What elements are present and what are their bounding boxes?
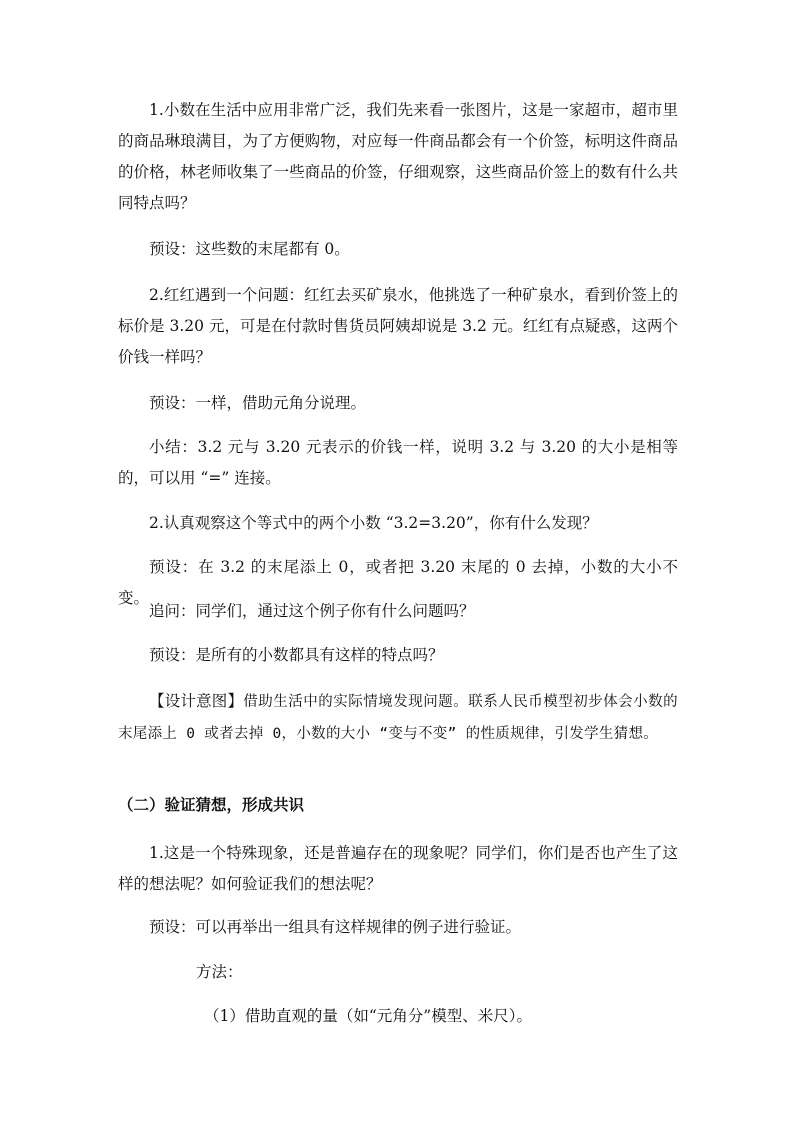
section-heading-verify: （二）验证猜想，形成共识 xyxy=(118,795,305,814)
paragraph-follow-up: 追问：同学们，通过这个例子你有什么问题吗？ xyxy=(149,602,475,620)
paragraph-preset-2: 预设：一样，借助元角分说理。 xyxy=(149,394,367,412)
paragraph-method-1: （1）借助直观的量（如“元角分”模型、米尺）。 xyxy=(204,1007,532,1025)
paragraph-preset-4: 预设：是所有的小数都具有这样的特点吗？ xyxy=(149,646,444,664)
paragraph-observe-equation: 2.认真观察这个等式中的两个小数 “3.2=3.20”，你有什么发现？ xyxy=(149,514,598,532)
design-intent-label: 【设计意图】 xyxy=(149,692,244,710)
paragraph-verify-question: 1.这是一个特殊现象，还是普遍存在的现象呢？同学们，你们是否也产生了这样的想法呢？如何验证我们的想法呢？ xyxy=(118,844,678,893)
design-intent-text: 借助生活中的实际情境发现问题。联系人民币模型初步体会小数的末尾添上 0 或者去掉 0，小数的大小 “变与不变” 的性质规律，引发学生猜想。 xyxy=(118,694,678,742)
paragraph-preset-3: 预设：在 3.2 的末尾添上 0，或者把 3.20 末尾的 0 去掉，小数的大小不变。 xyxy=(118,558,678,607)
paragraph-summary: 小结：3.2 元与 3.20 元表示的价钱一样，说明 3.2 与 3.20 的大小是相等的，可以用 “=” 连接。 xyxy=(118,438,678,487)
paragraph-honghong-problem: 2.红红遇到一个问题：红红去买矿泉水，他挑选了一种矿泉水，看到价签上的标价是 3.20 元，可是在付款时售货员阿姨却说是 3.2 元。红红有点疑惑，这两个价钱一样吗？ xyxy=(118,286,678,366)
paragraph-design-intent xyxy=(118,686,678,750)
paragraph-method-label: 方法： xyxy=(196,963,243,981)
paragraph-supermarket-intro: 1.小数在生活中应用非常广泛，我们先来看一张图片，这是一家超市，超市里的商品琳琅满目，为了方便购物，对应每一件商品都会有一个价签，标明这件商品的价格，林老师收集了一些商品的价签，仔细观察，这些商品价签上的数有什么共同特点吗？ xyxy=(118,101,678,212)
paragraph-preset-1: 预设：这些数的末尾都有 0。 xyxy=(149,240,350,258)
paragraph-preset-5: 预设：可以再举出一组具有这样规律的例子进行验证。 xyxy=(149,918,522,936)
